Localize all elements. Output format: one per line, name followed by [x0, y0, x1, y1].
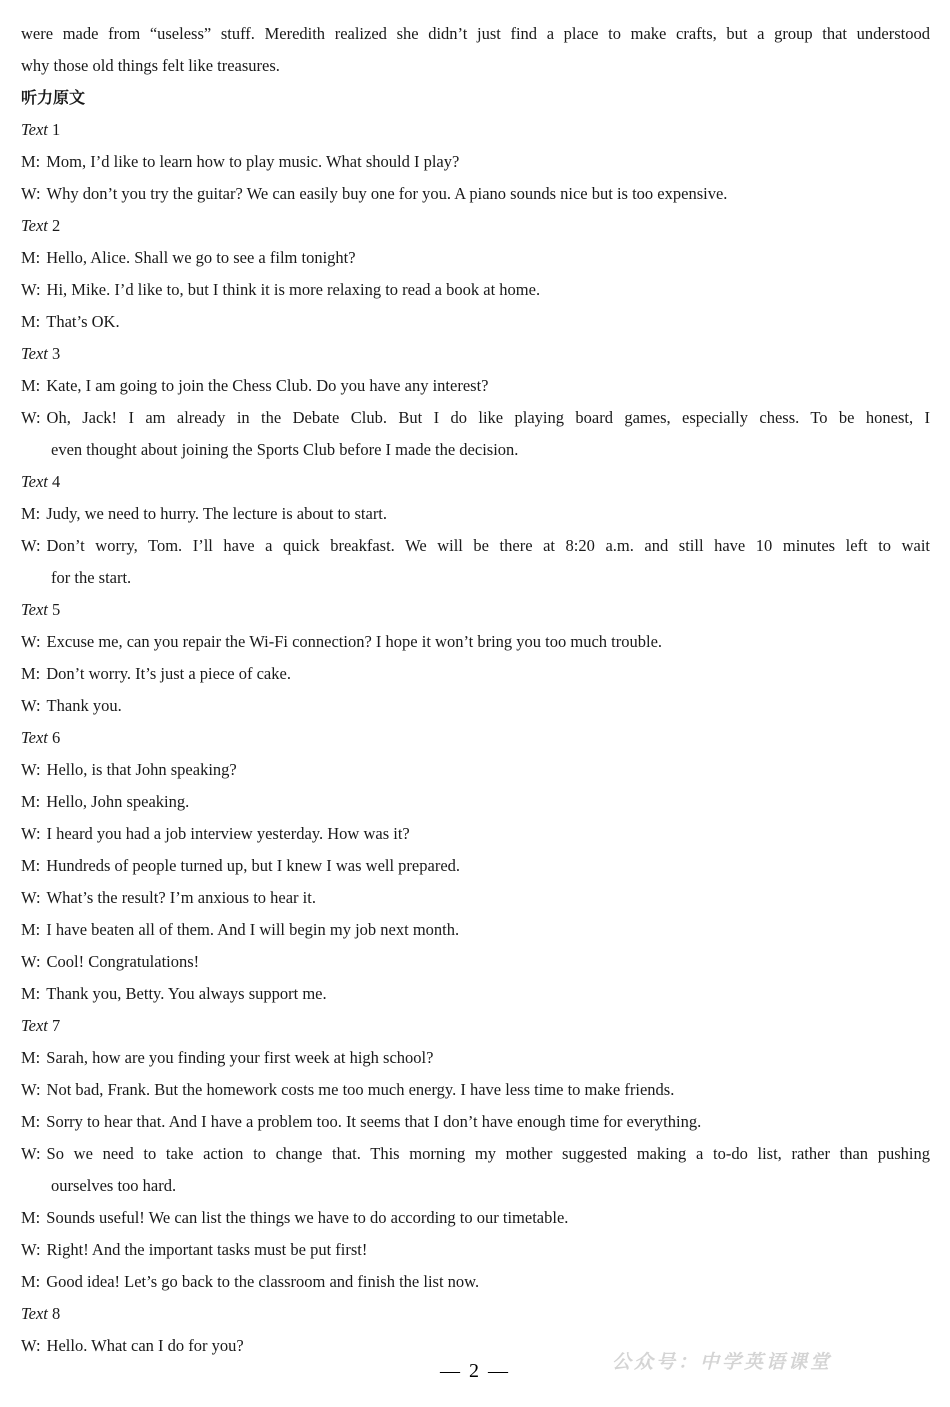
dialogue-text: I heard you had a job interview yesterday. How was it? [46, 824, 410, 843]
dialogue-text: What’s the result? I’m anxious to hear it. [46, 888, 316, 907]
dialogue-text: Hello, John speaking. [46, 792, 190, 811]
dialogue-continuation: even thought about joining the Sports Club before I made the decision. [51, 440, 519, 459]
dialogue-line [21, 626, 930, 658]
dialogue-text: Thank you. [46, 696, 122, 715]
text-label-prefix: Text [21, 216, 48, 235]
text-label-prefix: Text [21, 472, 48, 491]
speaker-label: M: [21, 248, 41, 267]
text-label-number: 2 [52, 216, 61, 235]
dialogue-text: Hello, Alice. Shall we go to see a film tonight? [46, 248, 356, 267]
text-label-number: 8 [52, 1304, 61, 1323]
dialogue-text: So we need to take action to change that. This morning my mother suggested making a to-do list, rather than pushing [46, 1144, 930, 1163]
dialogue-line [21, 690, 930, 722]
text-label-number: 3 [52, 344, 61, 363]
text-label-number: 7 [52, 1016, 61, 1035]
dialogue-text: Good idea! Let’s go back to the classroom and finish the list now. [46, 1272, 480, 1291]
dialogue-text: Excuse me, can you repair the Wi-Fi connection? I hope it won’t bring you too much trouble. [46, 632, 663, 651]
speaker-label: W: [21, 536, 41, 555]
text-label [21, 114, 930, 146]
dialogue-line [21, 402, 930, 434]
speaker-label: W: [21, 280, 41, 299]
dialogue-line [21, 1138, 930, 1170]
speaker-label: W: [21, 824, 41, 843]
dialogue-text: That’s OK. [46, 312, 120, 331]
speaker-label: W: [21, 888, 41, 907]
dialogue-line [21, 754, 930, 786]
dialogue-line [21, 978, 930, 1010]
text-label-number: 1 [52, 120, 61, 139]
dialogue-line [21, 946, 930, 978]
dialogue-text: Cool! Congratulations! [46, 952, 200, 971]
text-label [21, 210, 930, 242]
dialogue-line [21, 1042, 930, 1074]
dialogue-text: Don’t worry. It’s just a piece of cake. [46, 664, 291, 683]
dialogue-text: Not bad, Frank. But the homework costs me too much energy. I have less time to make friends. [46, 1080, 675, 1099]
dialogue-text: Thank you, Betty. You always support me. [46, 984, 327, 1003]
text-label-number: 5 [52, 600, 61, 619]
dialogue-text: Judy, we need to hurry. The lecture is about to start. [46, 504, 388, 523]
dialogue-text: Sorry to hear that. And I have a problem too. It seems that I don’t have enough time for everything. [46, 1112, 702, 1131]
intro-line: why those old things felt like treasures. [21, 56, 280, 75]
dialogue-text: Sounds useful! We can list the things we have to do according to our timetable. [46, 1208, 569, 1227]
dialogue-line [21, 1106, 930, 1138]
dialogue-text: Right! And the important tasks must be put first! [46, 1240, 368, 1259]
speaker-label: W: [21, 1240, 41, 1259]
speaker-label: W: [21, 184, 41, 203]
text-label-number: 4 [52, 472, 61, 491]
speaker-label: M: [21, 920, 41, 939]
speaker-label: M: [21, 1048, 41, 1067]
dialogue-line [21, 818, 930, 850]
text-label-prefix: Text [21, 1304, 48, 1323]
dialogue-text: Mom, I’d like to learn how to play music. What should I play? [46, 152, 460, 171]
dialogue-text: Kate, I am going to join the Chess Club. Do you have any interest? [46, 376, 489, 395]
dialogue-continuation: for the start. [51, 568, 132, 587]
speaker-label: M: [21, 1272, 41, 1291]
speaker-label: W: [21, 1080, 41, 1099]
dialogue-line [21, 658, 930, 690]
speaker-label: W: [21, 408, 41, 427]
dialogue-text: Sarah, how are you finding your first week at high school? [46, 1048, 434, 1067]
dialogue-line [21, 370, 930, 402]
dialogue-line [21, 530, 930, 562]
dialogue-continuation: ourselves too hard. [51, 1176, 177, 1195]
text-label-prefix: Text [21, 1016, 48, 1035]
text-label [21, 594, 930, 626]
dialogue-line [21, 146, 930, 178]
dialogue-text: Why don’t you try the guitar? We can easily buy one for you. A piano sounds nice but is too expensive. [46, 184, 728, 203]
text-label-prefix: Text [21, 600, 48, 619]
dialogue-line [21, 882, 930, 914]
dialogue-line [21, 1266, 930, 1298]
dialogue-text: Don’t worry, Tom. I’ll have a quick breakfast. We will be there at 8:20 a.m. and still have 10 minutes left to wait [46, 536, 930, 555]
intro-line: were made from “useless” stuff. Meredith realized she didn’t just find a place to make crafts, but a group that understood [21, 24, 930, 43]
speaker-label: M: [21, 504, 41, 523]
text-label-prefix: Text [21, 728, 48, 747]
speaker-label: W: [21, 760, 41, 779]
page-number: — 2 — [440, 1360, 510, 1382]
dialogue-line [21, 850, 930, 882]
text-label [21, 1298, 930, 1330]
dialogue-text: Hi, Mike. I’d like to, but I think it is more relaxing to read a book at home. [46, 280, 541, 299]
text-label [21, 1010, 930, 1042]
dialogue-line [21, 498, 930, 530]
watermark: 公众号：中学英语课堂 [612, 1351, 833, 1373]
dialogue-text: I have beaten all of them. And I will begin my job next month. [46, 920, 460, 939]
speaker-label: W: [21, 1144, 41, 1163]
speaker-label: W: [21, 952, 41, 971]
text-label-prefix: Text [21, 344, 48, 363]
text-label-number: 6 [52, 728, 61, 747]
dialogue-line [21, 786, 930, 818]
text-label [21, 466, 930, 498]
dialogue-line [21, 1202, 930, 1234]
listening-transcript [21, 114, 930, 1362]
speaker-label: M: [21, 312, 41, 331]
speaker-label: M: [21, 984, 41, 1003]
speaker-label: M: [21, 1208, 41, 1227]
dialogue-line [21, 1074, 930, 1106]
text-label [21, 722, 930, 754]
dialogue-text: Oh, Jack! I am already in the Debate Club. But I do like playing board games, especially chess. To be honest, I [46, 408, 930, 427]
dialogue-text: Hundreds of people turned up, but I knew I was well prepared. [46, 856, 461, 875]
text-label [21, 338, 930, 370]
speaker-label: M: [21, 376, 41, 395]
speaker-label: M: [21, 792, 41, 811]
dialogue-line [21, 274, 930, 306]
dialogue-line [21, 1234, 930, 1266]
speaker-label: M: [21, 856, 41, 875]
speaker-label: M: [21, 664, 41, 683]
section-heading: 听力原文 [21, 88, 86, 107]
dialogue-line [21, 306, 930, 338]
text-label-prefix: Text [21, 120, 48, 139]
speaker-label: M: [21, 1112, 41, 1131]
dialogue-line [21, 242, 930, 274]
dialogue-text: Hello. What can I do for you? [46, 1336, 244, 1355]
speaker-label: W: [21, 696, 41, 715]
dialogue-line [21, 178, 930, 210]
dialogue-line [21, 914, 930, 946]
speaker-label: M: [21, 152, 41, 171]
speaker-label: W: [21, 632, 41, 651]
speaker-label: W: [21, 1336, 41, 1355]
dialogue-text: Hello, is that John speaking? [46, 760, 237, 779]
